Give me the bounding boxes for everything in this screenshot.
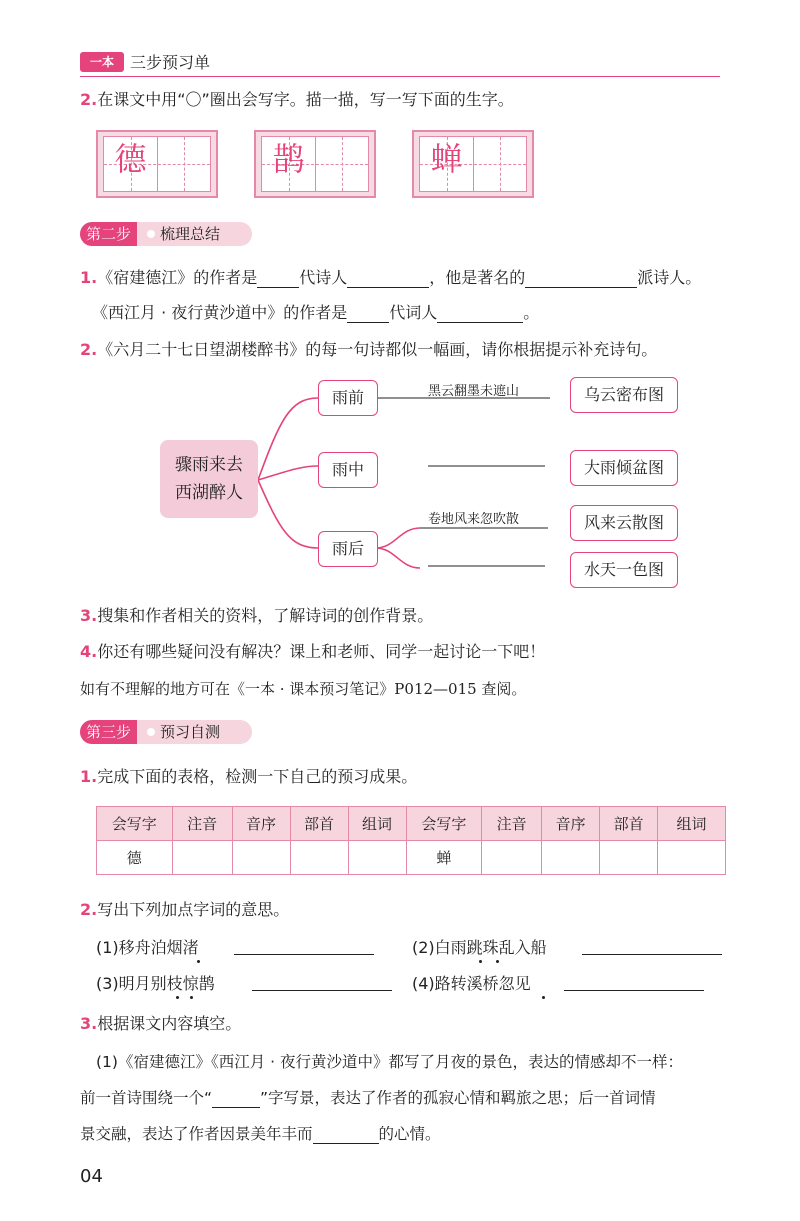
center-line-2: 西湖醉人 [175, 483, 243, 503]
th-char: 会写字 [97, 807, 173, 841]
answer-blank[interactable] [257, 271, 299, 288]
th-words: 组词 [348, 807, 406, 841]
step-tag: 第三步 [80, 720, 137, 744]
th-radical: 部首 [290, 807, 348, 841]
s3q2-prompt: 2.写出下列加点字词的意思。 [80, 900, 290, 919]
cell-blank[interactable] [658, 841, 726, 875]
answer-blank[interactable] [347, 306, 389, 323]
th-radical: 部首 [600, 807, 658, 841]
s2q1-line2: 《西江月 · 夜行黄沙道中》的作者是 代词人 。 [92, 303, 540, 322]
question-text: 在课文中用“〇”圈出会写字。描一描，写一写下面的生字。 [97, 90, 514, 109]
emphasis-dot [479, 960, 482, 963]
answer-blank[interactable] [437, 306, 523, 323]
th-char: 会写字 [406, 807, 482, 841]
page-number: 04 [80, 1166, 103, 1187]
bullet-dot-icon [147, 230, 155, 238]
trace-char: 鹊 [272, 140, 305, 178]
s3q2-item-4: (4)路转溪桥忽见 [412, 974, 531, 993]
cell-blank[interactable] [482, 841, 542, 875]
stage-during-rain: 雨中 [318, 452, 378, 488]
answer-blank[interactable] [582, 938, 722, 955]
s2q4-note: 如有不理解的地方可在《一本 · 课本预习笔记》P012—015 查阅。 [80, 680, 527, 698]
step3-header [80, 720, 252, 744]
emphasis-dot [176, 996, 179, 999]
th-pinyin: 注音 [172, 807, 232, 841]
th-index: 音序 [232, 807, 290, 841]
s3q2-item-1: (1)移舟泊烟渚 [96, 938, 199, 957]
th-words: 组词 [658, 807, 726, 841]
answer-blank[interactable] [525, 271, 637, 288]
cell-blank[interactable] [348, 841, 406, 875]
mindmap-center [160, 440, 258, 518]
s3q3-line1: (1)《宿建德江》《西江月 · 夜行黄沙道中》都写了月夜的景色，表达的情感却不一样： [96, 1053, 683, 1071]
s3q2-item-3: (3)明月别枝惊鹊 [96, 974, 215, 993]
question-number: 2. [80, 90, 98, 109]
answer-blank[interactable] [347, 271, 429, 288]
step-title: 预习自测 [160, 723, 221, 741]
emphasis-dot [496, 960, 499, 963]
answer-blank[interactable] [564, 974, 704, 991]
s3q3-prompt: 3.根据课文内容填空。 [80, 1014, 242, 1033]
stage-after-rain: 雨后 [318, 531, 378, 567]
table-header-row [97, 807, 726, 841]
s2q1-line1: 1.《宿建德江》的作者是 代诗人 ，他是著名的 派诗人。 [80, 268, 702, 287]
answer-blank[interactable] [212, 1091, 260, 1108]
step-tag: 第二步 [80, 222, 137, 246]
cell-blank[interactable] [232, 841, 290, 875]
th-index: 音序 [542, 807, 600, 841]
picture-downpour: 大雨倾盆图 [570, 450, 678, 486]
step2-header [80, 222, 252, 246]
th-pinyin: 注音 [482, 807, 542, 841]
answer-blank[interactable] [234, 938, 374, 955]
s2q2-prompt: 2.《六月二十七日望湖楼醉书》的每一句诗都似一幅画，请你根据提示补充诗句。 [80, 340, 658, 359]
cell-char: 德 [97, 841, 173, 875]
s2q3-prompt: 3.搜集和作者相关的资料，了解诗词的创作背景。 [80, 606, 434, 625]
trace-char: 德 [114, 140, 147, 178]
table-row [97, 841, 726, 875]
s2q4-prompt: 4.你还有哪些疑问没有解决？课上和老师、同学一起讨论一下吧！ [80, 642, 546, 661]
tian-grid-2 [254, 130, 376, 198]
step-title: 梳理总结 [160, 225, 221, 243]
trace-char: 蝉 [430, 140, 463, 178]
preview-table [96, 806, 726, 875]
answer-blank[interactable] [313, 1127, 379, 1144]
picture-dark-clouds: 乌云密布图 [570, 377, 678, 413]
emphasis-dot [190, 996, 193, 999]
cell-blank[interactable] [290, 841, 348, 875]
answer-blank[interactable] [252, 974, 392, 991]
s3q2-item-2: (2)白雨跳珠乱入船 [412, 938, 547, 957]
center-line-1: 骤雨来去 [175, 455, 243, 475]
s3q3-line2: 前一首诗围绕一个“ ”字写景，表达了作者的孤寂心情和羁旅之思；后一首词情 [80, 1089, 656, 1107]
picture-wind-clears: 风来云散图 [570, 505, 678, 541]
tian-grid-1 [96, 130, 218, 198]
s3q1-prompt: 1.完成下面的表格，检测一下自己的预习成果。 [80, 767, 418, 786]
mindmap-connectors [0, 360, 800, 600]
emphasis-dot [197, 960, 200, 963]
picture-water-sky: 水天一色图 [570, 552, 678, 588]
header-title: 三步预习单 [130, 53, 211, 72]
s3q3-line3: 景交融，表达了作者因景美年丰而 的心情。 [80, 1125, 441, 1143]
header-divider [80, 76, 720, 77]
tian-grid-3 [412, 130, 534, 198]
brand-logo: 一本 [80, 52, 124, 72]
stage-before-rain: 雨前 [318, 380, 378, 416]
bullet-dot-icon [147, 728, 155, 736]
cell-blank[interactable] [172, 841, 232, 875]
cell-blank[interactable] [542, 841, 600, 875]
emphasis-dot [542, 996, 545, 999]
q2-writing-prompt [80, 90, 514, 110]
poem-line-1: 黑云翻墨未遮山 [428, 384, 520, 399]
cell-char: 蝉 [406, 841, 482, 875]
cell-blank[interactable] [600, 841, 658, 875]
poem-line-3: 卷地风来忽吹散 [428, 512, 520, 527]
